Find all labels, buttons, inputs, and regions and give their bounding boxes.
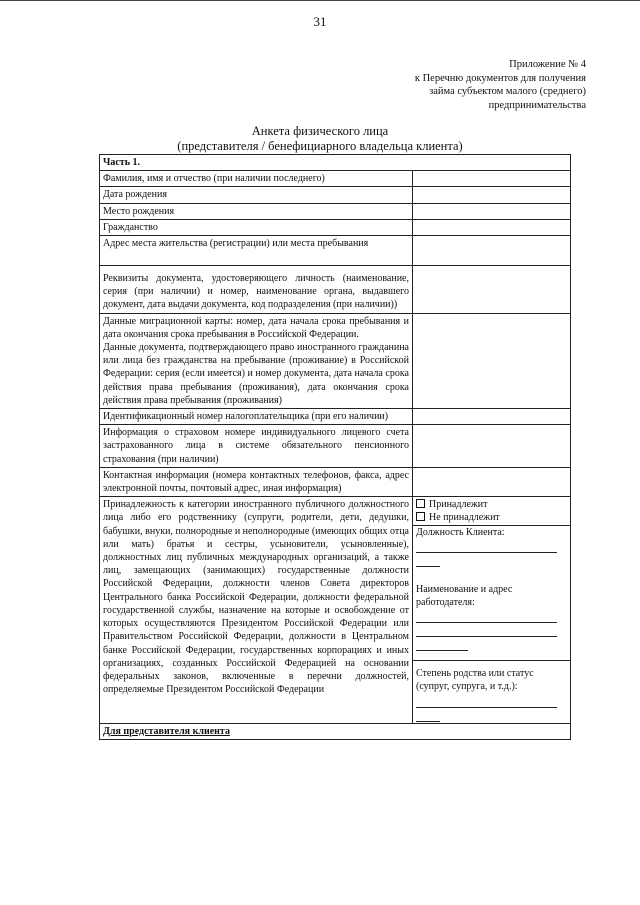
position-line-1[interactable]: [416, 539, 557, 553]
table-row: [100, 171, 571, 187]
row-label-birth-date: Дата рождения: [100, 187, 413, 203]
employer-label: Наименование и адрес работодателя:: [416, 583, 513, 609]
contacts-input-cell[interactable]: [413, 467, 571, 496]
appendix-line-3: займа субъектом малого (среднего): [429, 86, 586, 97]
address-input-cell[interactable]: [413, 236, 571, 266]
table-row: [100, 425, 571, 468]
birth-date-input-cell[interactable]: [413, 187, 571, 203]
checkbox-icon[interactable]: [416, 499, 425, 508]
page-number: 31: [313, 14, 327, 29]
table-row: [100, 467, 571, 496]
questionnaire-table: [99, 154, 571, 740]
table-row: [100, 236, 571, 266]
form-title-line-1: Анкета физического лица: [251, 124, 389, 138]
table-row: [100, 723, 571, 739]
row-label-fio: Фамилия, имя и отчество (при наличии последнего): [100, 171, 413, 187]
table-row: [100, 219, 571, 235]
pep-answer-cell: [413, 497, 571, 723]
table-row: [100, 313, 571, 408]
appendix-line-2: к Перечню документов для получения: [414, 72, 586, 84]
residence-doc-text: Данные документа, подтверждающего право иностранного гражданина или лица без гражданства на пребывание (проживание) в Российской Федерации: серия (если имеется) и номер документа, дата начала срока действия права пребывания (проживания), дата окончания срока действия права пребывания (проживания): [103, 342, 409, 406]
table-row: [100, 409, 571, 425]
birth-place-input-cell[interactable]: [413, 203, 571, 219]
row-label-contacts: Контактная информация (номера контактных телефонов, факса, адрес электронной почты, почтовый адрес, иная информация): [100, 467, 413, 496]
scan-edge-line: [0, 0, 640, 4]
pep-option-not-belongs-label: Не принадлежит: [429, 512, 500, 524]
position-label: Должность Клиента:: [416, 526, 505, 538]
id-doc-text: Реквизиты документа, удостоверяющего личность (наименование, серия (при наличии) и номер, наименование органа, выдавшего документ, дата выдачи документа, код подразделения (при наличии)): [103, 273, 409, 311]
row-label-id-doc: [100, 266, 413, 314]
row-label-inn: Идентификационный номер налогоплательщика (при его наличии): [100, 409, 413, 425]
form-title-line-2: (представителя / бенефициарного владельца клиента): [177, 139, 463, 153]
row-label-migration: [100, 313, 413, 408]
row-label-pep: [100, 497, 413, 723]
table-row: [100, 155, 571, 171]
table-row: [100, 266, 571, 314]
appendix-header: [415, 58, 586, 112]
row-label-birth-place: Место рождения: [100, 203, 413, 219]
checkbox-icon[interactable]: [416, 512, 425, 521]
position-line-2[interactable]: [416, 553, 440, 567]
inn-input-cell[interactable]: [413, 409, 571, 425]
id-doc-input-cell[interactable]: [413, 266, 571, 314]
part1-header: Часть 1.: [100, 155, 571, 171]
employer-line-1[interactable]: [416, 609, 557, 623]
row-label-snils: Информация о страховом номере индивидуального лицевого счета застрахованного лица в системе обязательного пенсионного страхования (при наличии): [100, 425, 413, 468]
pep-option-belongs[interactable]: [416, 498, 567, 511]
migration-card-text: Данные миграционной карты: номер, дата начала срока пребывания и дата окончания срока пребывания в Российской Федерации.: [103, 315, 409, 340]
representative-header: Для представителя клиента: [100, 723, 571, 739]
appendix-line-1: Приложение № 4: [509, 59, 586, 70]
migration-input-cell[interactable]: [413, 313, 571, 408]
appendix-line-4: предпринимательства: [488, 99, 586, 111]
employer-line-2[interactable]: [416, 623, 557, 637]
row-label-citizenship: Гражданство: [100, 219, 413, 235]
pep-text: Принадлежность к категории иностранного публичного должностного лица либо его родственнику (супруги, родители, дети, дедушки, бабушки, внуки, полнородные и неполнородные (имеющих общих отца или мать) братья и сестры, усыновители, усыновленные), должностных лиц публичных международных организаций, а также лиц, замещающих (занимающих) государственные должности Российской Федерации, должности членов Совета директоров Центрального банка Российской Федерации, должности федеральной государственной службы, назначение на которые и освобождение от которых осуществляются Президентом Российской Федерации или Правительством Российской Федерации, должности в Центральном банке Российской Федерации, государственных корпорациях и иных организациях, созданных Российской Федерацией на основании федеральных законов, включенные в перечни должностей, определяемые Президентом Российской Федерации: [103, 499, 409, 696]
relation-line-1[interactable]: [416, 694, 557, 708]
table-row: [100, 187, 571, 203]
table-row: [100, 203, 571, 219]
snils-input-cell[interactable]: [413, 425, 571, 468]
fio-input-cell[interactable]: [413, 171, 571, 187]
citizenship-input-cell[interactable]: [413, 219, 571, 235]
form-title: [0, 124, 640, 154]
row-label-address: Адрес места жительства (регистрации) или места пребывания: [100, 236, 413, 266]
employer-line-3[interactable]: [416, 637, 468, 651]
pep-option-not-belongs[interactable]: [416, 511, 567, 524]
relation-label: Степень родства или статус (супруг, супруга, и т.д.):: [416, 668, 534, 693]
table-row: [100, 497, 571, 723]
relation-line-2[interactable]: [416, 708, 440, 722]
pep-option-belongs-label: Принадлежит: [429, 499, 488, 511]
